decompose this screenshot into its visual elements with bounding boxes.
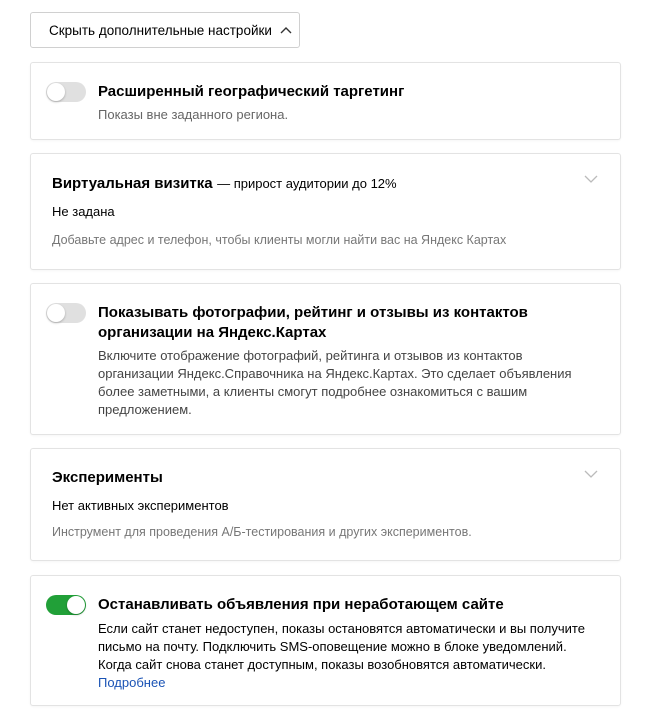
experiments-hint: Инструмент для проведения А/Б-тестирования и других экспериментов.: [52, 525, 472, 539]
desc-line: организации Яндекс.Справочника на Яндекс.Картах. Это сделает объявления: [98, 366, 572, 381]
chevron-down-icon[interactable]: [584, 175, 598, 184]
geo-targeting-switch[interactable]: [46, 82, 86, 102]
switch-knob: [47, 304, 65, 322]
desc-line: Включите отображение фотографий, рейтинга и отзывов из контактов: [98, 348, 523, 363]
chevron-up-icon: [280, 26, 292, 34]
geo-targeting-card: [30, 62, 621, 140]
hide-advanced-settings-button[interactable]: [30, 12, 300, 48]
switch-knob: [67, 596, 85, 614]
photos-ratings-switch[interactable]: [46, 303, 86, 323]
experiments-card[interactable]: [30, 448, 621, 561]
virtual-card-suffix: — прирост аудитории до 12%: [217, 176, 397, 191]
desc-line: письмо на почту. Подключить SMS-оповещение можно в блоке уведомлений.: [98, 639, 567, 654]
experiments-title: Эксперименты: [52, 469, 163, 486]
photos-ratings-title-line: Показывать фотографии, рейтинг и отзывы из контактов: [98, 304, 528, 321]
hide-advanced-settings-label: Скрыть дополнительные настройки: [49, 22, 272, 38]
photos-ratings-title: [98, 303, 528, 343]
learn-more-link[interactable]: Подробнее: [98, 675, 166, 690]
geo-targeting-title: Расширенный географический таргетинг: [98, 83, 405, 100]
stop-ads-desc: [98, 620, 585, 692]
chevron-down-icon[interactable]: [584, 470, 598, 479]
virtual-card-hint: Добавьте адрес и телефон, чтобы клиенты могли найти вас на Яндекс Картах: [52, 233, 507, 247]
photos-ratings-title-line: организации на Яндекс.Картах: [98, 324, 327, 341]
virtual-card-title: Виртуальная визитка: [52, 175, 213, 192]
photos-ratings-card: [30, 283, 621, 435]
desc-line: более заметными, а клиенты смогут подробнее ознакомиться с вашим: [98, 384, 528, 399]
stop-ads-switch[interactable]: [46, 595, 86, 615]
virtual-card-heading: [52, 174, 397, 194]
switch-knob: [47, 83, 65, 101]
experiments-value: Нет активных экспериментов: [52, 498, 229, 513]
stop-ads-title: Останавливать объявления при неработающем сайте: [98, 596, 504, 613]
virtual-card-card[interactable]: [30, 153, 621, 270]
desc-line: Когда сайт снова станет доступным, показы возобновятся автоматически.: [98, 657, 546, 672]
desc-line: предложением.: [98, 402, 192, 417]
stop-ads-card: [30, 575, 621, 706]
photos-ratings-desc: [98, 347, 572, 419]
virtual-card-value: Не задана: [52, 204, 115, 219]
geo-targeting-desc: Показы вне заданного региона.: [98, 107, 289, 122]
desc-line: Если сайт станет недоступен, показы остановятся автоматически и вы получите: [98, 621, 585, 636]
